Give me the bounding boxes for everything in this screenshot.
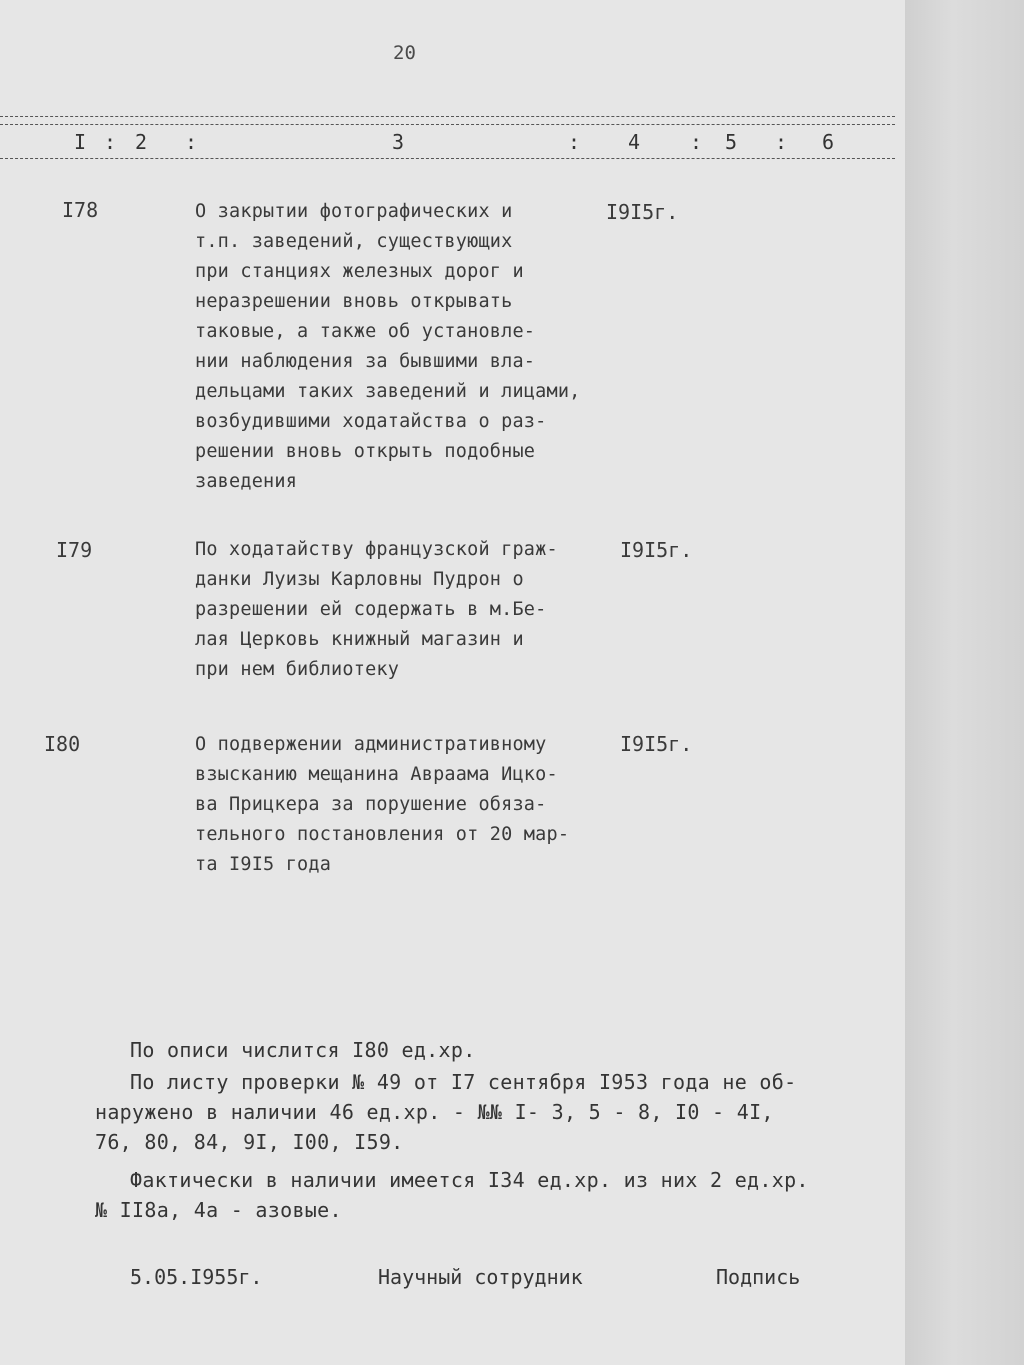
footer-check-line-2: наружено в наличии 46 ед.хр. - №№ I- 3, 5 - 8, I0 - 4I, (95, 1100, 774, 1124)
col-4-label: 4 (628, 130, 641, 154)
col-sep: : (690, 130, 703, 154)
page-number: 20 (393, 42, 416, 64)
col-sep: : (775, 130, 788, 154)
header-rule-top-2 (0, 124, 895, 125)
col-sep: : (185, 130, 198, 154)
item-year: I9I5г. (606, 200, 679, 224)
item-description: О закрытии фотографических и т.п. заведений, существующих при станциях железных дорог и неразрешении вновь открывать таковые, а также об установле- нии наблюдения за бывшими вла- дельцами таких заведений и лицами, возбудившими ходатайства о раз- решении вновь открыть подобные заведения (195, 201, 581, 492)
item-year: I9I5г. (620, 538, 693, 562)
item-number: I79 (56, 538, 93, 562)
signature-position: Научный сотрудник (378, 1265, 583, 1289)
footer-actual-line-2: № II8а, 4а - азовые. (95, 1198, 342, 1222)
col-3-label: 3 (392, 130, 405, 154)
col-sep: : (568, 130, 581, 154)
col-1-label: I (74, 130, 87, 154)
header-rule-bottom (0, 158, 895, 159)
item-description: О подвержении административному взысканию мещанина Авраама Ицко- ва Прицкера за порушение обяза- тельного постановления от 20 мар- та I9I5 года (195, 734, 570, 875)
col-5-label: 5 (725, 130, 738, 154)
col-sep: : (104, 130, 117, 154)
header-rule-top (0, 116, 895, 117)
footer-check-line-3: 76, 80, 84, 9I, I00, I59. (95, 1130, 404, 1154)
col-2-label: 2 (135, 130, 148, 154)
signature-date: 5.05.I955г. (130, 1265, 263, 1289)
item-number: I78 (62, 198, 99, 222)
footer-actual-line-1: Фактически в наличии имеется I34 ед.хр. из них 2 ед.хр. (130, 1168, 809, 1192)
item-year: I9I5г. (620, 732, 693, 756)
signature-label: Подпись (716, 1265, 801, 1289)
footer-check-line-1: По листу проверки № 49 от I7 сентября I953 года не об- (130, 1070, 797, 1094)
footer-inventory-count: По описи числится I80 ед.хр. (130, 1038, 476, 1062)
col-6-label: 6 (822, 130, 835, 154)
item-description: По ходатайству французской граж- данки Луизы Карловны Пудрон о разрешении ей содержать в м.Бе- лая Церковь книжный магазин и при нем библиотеку (195, 539, 558, 680)
background-sheet-edge (905, 0, 1024, 1365)
item-number: I80 (44, 732, 81, 756)
